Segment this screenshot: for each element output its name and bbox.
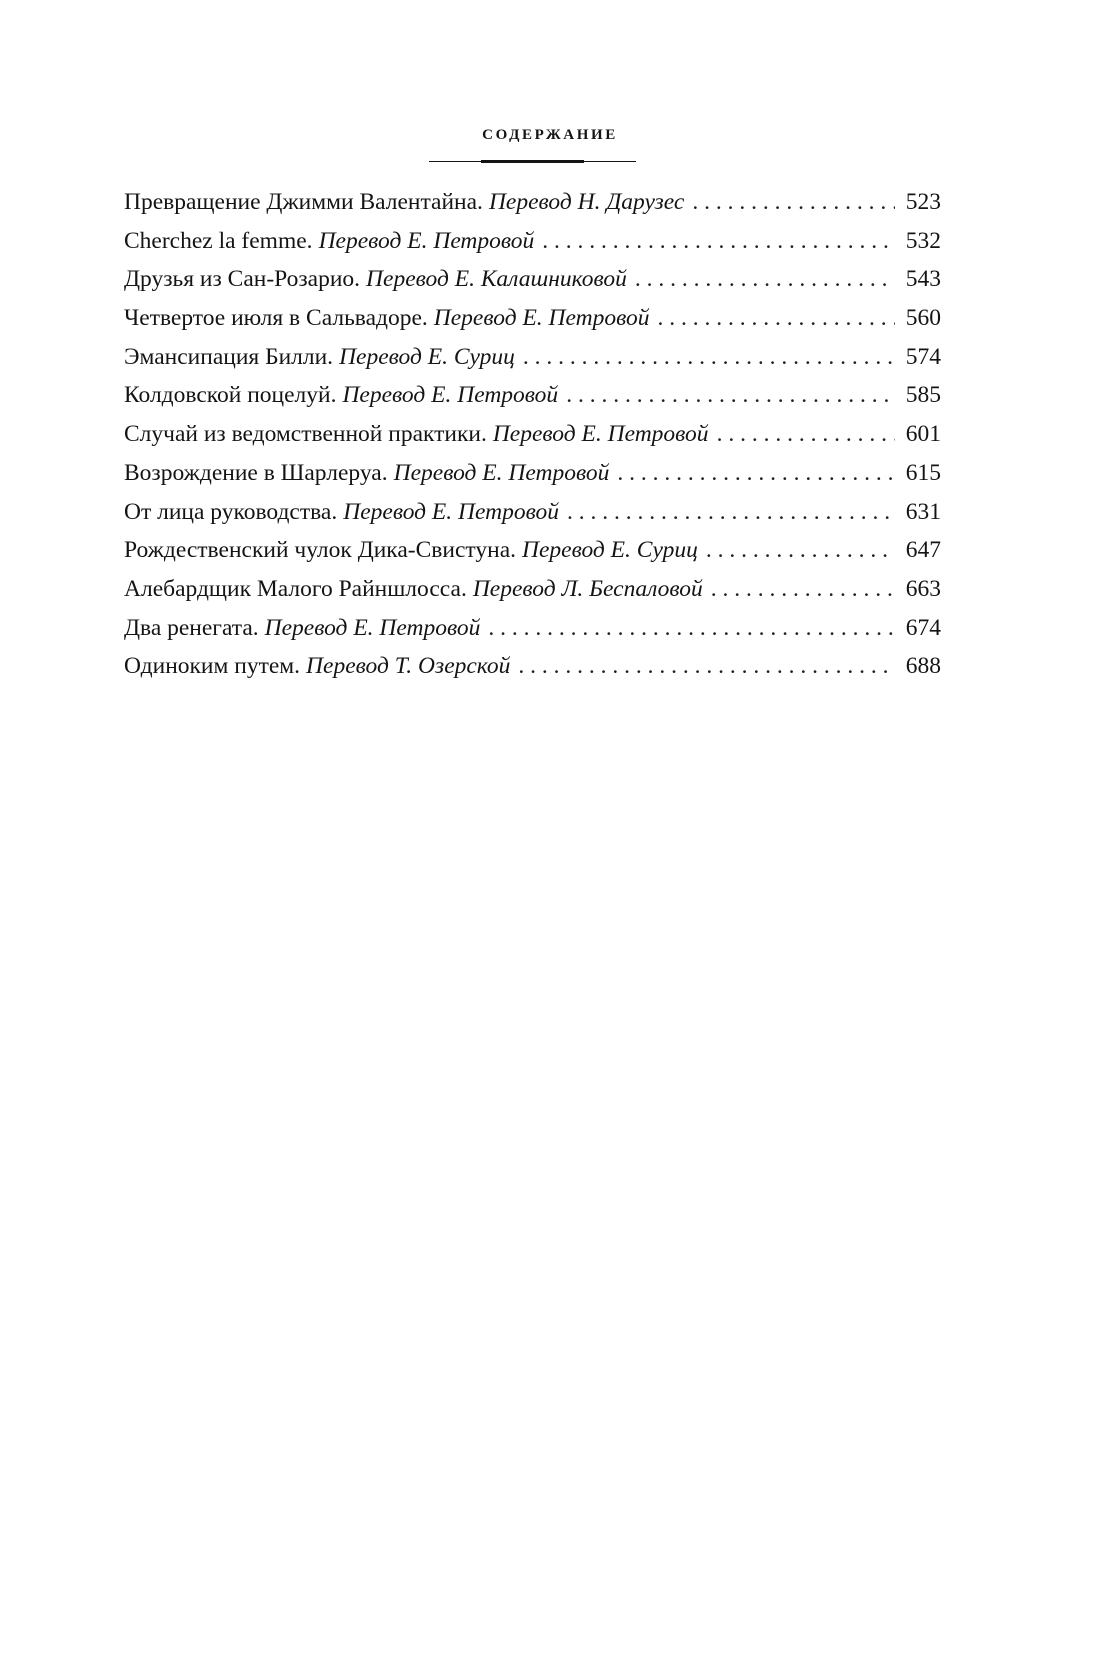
- toc-entry: [124, 497, 941, 536]
- toc-entry-title: Два ренегата.: [124, 614, 259, 641]
- toc-entry-title: Одиноким путем.: [124, 653, 301, 680]
- toc-entry-title: От лица руководства.: [124, 498, 338, 525]
- toc-entry-title: Рождественский чулок Дика-Свистуна.: [124, 537, 516, 564]
- toc-entry-translator: Перевод Е. Петровой: [264, 614, 481, 641]
- toc-entry-translator: Перевод Е. Петровой: [318, 227, 535, 254]
- dot-leader: [711, 574, 895, 604]
- toc-entry-translator: Перевод Е. Петровой: [433, 305, 650, 332]
- dot-leader: [518, 651, 895, 681]
- toc-entry-translator: Перевод Е. Петровой: [393, 459, 610, 486]
- toc-entry-page-number: 532: [905, 227, 941, 254]
- toc-entry: [124, 264, 941, 303]
- title-ornament-rule: [429, 160, 636, 164]
- toc-entry-title: Четвертое июля в Сальвадоре.: [124, 305, 428, 332]
- ornament-thick-line: [481, 160, 584, 163]
- dot-leader: [692, 187, 895, 217]
- dot-leader: [567, 497, 895, 527]
- toc-entry-title: Алебардщик Малого Райншлосса.: [124, 575, 467, 602]
- toc-entry-title: Превращение Джимми Валентайна.: [124, 189, 483, 215]
- toc-entry-translator: Перевод Т. Озерской: [306, 653, 511, 680]
- toc-entry: [124, 613, 941, 652]
- dot-leader: [542, 226, 895, 256]
- toc-entry-title: Друзья из Сан-Розарио.: [124, 266, 361, 293]
- toc-entry-page-number: 615: [905, 459, 941, 486]
- toc-entry-page-number: 674: [905, 614, 941, 641]
- toc-entry-page-number: 631: [905, 498, 941, 525]
- toc-entry-translator: Перевод Е. Петровой: [343, 498, 559, 525]
- dot-leader: [566, 380, 895, 410]
- toc-entry-page-number: 688: [905, 653, 941, 680]
- toc-entry-title: Возрождение в Шарлеруа.: [124, 459, 388, 486]
- toc-entry-page-number: 647: [905, 537, 941, 564]
- running-head: СОДЕРЖАНИЕ: [482, 127, 618, 143]
- toc-entry-translator: Перевод Л. Беспаловой: [472, 575, 703, 602]
- dot-leader: [658, 303, 895, 333]
- dot-leader: [706, 535, 895, 565]
- dot-leader: [523, 342, 895, 372]
- table-of-contents: [124, 187, 941, 690]
- toc-entry-page-number: 574: [905, 343, 941, 370]
- toc-entry-translator: Перевод Н. Дарузес: [488, 189, 685, 215]
- toc-entry: [124, 458, 941, 497]
- toc-entry: [124, 226, 941, 265]
- toc-entry: [124, 303, 941, 342]
- dot-leader: [717, 419, 895, 449]
- toc-entry-page-number: 560: [905, 305, 941, 332]
- toc-entry: [124, 574, 941, 613]
- toc-entry: [124, 187, 941, 226]
- toc-entry-translator: Перевод Е. Петровой: [492, 421, 709, 448]
- toc-entry: [124, 535, 941, 574]
- toc-entry-translator: Перевод Е. Суриц: [522, 537, 698, 564]
- toc-entry: [124, 651, 941, 690]
- toc-entry-translator: Перевод Е. Калашниковой: [366, 266, 627, 293]
- toc-entry-page-number: 523: [905, 189, 941, 215]
- dot-leader: [488, 613, 895, 643]
- toc-entry: [124, 380, 941, 419]
- toc-entry-title: Колдовской поцелуй.: [124, 382, 337, 409]
- toc-entry-title: Cherchez la femme.: [124, 227, 313, 254]
- toc-entry-translator: Перевод Е. Суриц: [339, 343, 515, 370]
- toc-entry-page-number: 543: [905, 266, 941, 293]
- toc-entry-title: Случай из ведомственной практики.: [124, 421, 487, 448]
- toc-entry-page-number: 601: [905, 421, 941, 448]
- toc-entry-page-number: 663: [905, 575, 941, 602]
- toc-entry-translator: Перевод Е. Петровой: [342, 382, 559, 409]
- dot-leader: [617, 458, 895, 488]
- toc-entry-page-number: 585: [905, 382, 941, 409]
- toc-entry: [124, 419, 941, 458]
- dot-leader: [635, 264, 895, 294]
- toc-entry: [124, 342, 941, 381]
- toc-entry-title: Эмансипация Билли.: [124, 343, 334, 370]
